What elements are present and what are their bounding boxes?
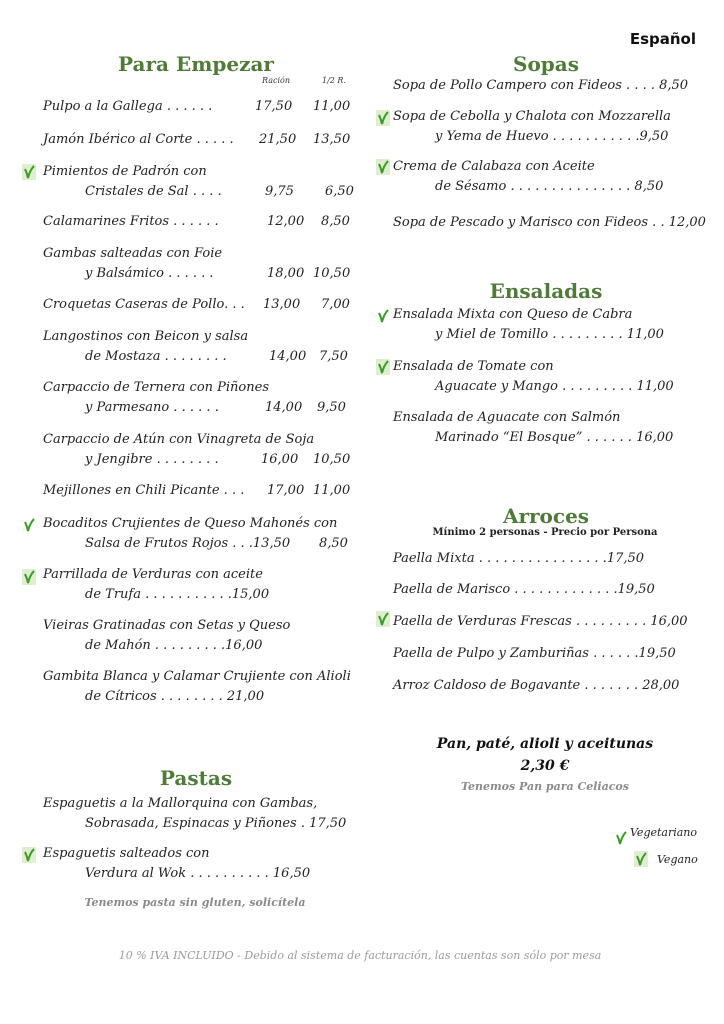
item-half-price: 11,00 <box>313 99 351 114</box>
pasta-gluten-note: Tenemos pasta sin gluten, solicítela <box>84 896 306 909</box>
item-name-line2: Salsa de Frutos Rojos . . .13,50 <box>85 536 291 551</box>
bread-price: 2,30 € <box>520 758 570 774</box>
menu-item <box>393 408 703 448</box>
item-name: Croquetas Caseras de Pollo. . . <box>43 297 245 312</box>
item-name-line2: de Sésamo . . . . . . . . . . . . . . . 8,50 <box>435 179 664 194</box>
item-half-price: 6,50 <box>325 184 354 199</box>
menu-item <box>393 213 706 233</box>
item-name: Espaguetis salteados con <box>43 846 210 861</box>
menu-item <box>393 644 703 664</box>
item-name: Espaguetis a la Mallorquina con Gambas, <box>43 796 318 811</box>
section-title-starters: Para Empezar <box>118 52 274 76</box>
item-price: 21,50 <box>259 132 297 147</box>
item-name: Ensalada de Tomate con <box>393 359 554 374</box>
item-name: Paella de Verduras Frescas . . . . . . . . . 16,00 <box>393 614 688 629</box>
item-half-price: 11,00 <box>313 483 351 498</box>
vegetarian-leaf-icon <box>22 164 36 180</box>
menu-item <box>393 76 703 96</box>
item-name: Crema de Calabaza con Aceite <box>393 159 595 174</box>
menu-item <box>43 794 353 834</box>
item-name-line2: Aguacate y Mango . . . . . . . . . 11,00 <box>435 379 674 394</box>
menu-item <box>43 130 353 150</box>
item-name: Ensalada Mixta con Queso de Cabra <box>393 307 633 322</box>
menu-item <box>43 212 353 232</box>
menu-item <box>393 357 703 397</box>
item-half-price: 7,00 <box>321 297 350 312</box>
menu-item <box>43 844 353 884</box>
item-half-price: 8,50 <box>321 214 350 229</box>
column-header-racion: Ración <box>262 76 290 85</box>
menu-item <box>43 514 353 554</box>
menu-item <box>393 107 703 147</box>
language-label: Español <box>629 30 696 48</box>
menu-item <box>43 97 353 117</box>
menu-item <box>43 244 353 284</box>
item-price: 16,00 <box>261 452 299 467</box>
item-price: 18,00 <box>267 266 305 281</box>
bread-item: Pan, paté, alioli y aceitunas <box>436 736 654 752</box>
section-title-soups: Sopas <box>513 52 579 76</box>
item-name: Sopa de Cebolla y Chalota con Mozzarella <box>393 109 671 124</box>
item-name-line2: de Mostaza . . . . . . . . <box>85 349 227 364</box>
menu-item <box>43 378 353 418</box>
item-name: Pulpo a la Gallega . . . . . . <box>43 99 213 114</box>
item-name: Gambita Blanca y Calamar Crujiente con Alioli <box>43 669 351 684</box>
menu-item <box>393 549 703 569</box>
item-name: Carpaccio de Ternera con Piñones <box>43 380 269 395</box>
item-name: Langostinos con Beicon y salsa <box>43 329 249 344</box>
vegetarian-leaf-icon <box>22 847 36 863</box>
menu-item <box>43 667 353 707</box>
item-name: Arroz Caldoso de Bogavante . . . . . . . 28,00 <box>393 678 680 693</box>
item-name: Gambas salteadas con Foie <box>43 246 223 261</box>
item-price: 14,00 <box>265 400 303 415</box>
column-header-half: 1/2 R. <box>322 76 346 85</box>
item-name-line2: y Jengibre . . . . . . . . <box>85 452 219 467</box>
item-name: Pimientos de Padrón con <box>43 164 207 179</box>
item-price: 12,00 <box>267 214 305 229</box>
vegan-leaf-icon <box>634 851 648 867</box>
menu-item <box>43 565 353 605</box>
vegetarian-leaf-icon <box>376 611 390 627</box>
item-name: Sopa de Pescado y Marisco con Fideos . . 12,00 <box>393 215 706 230</box>
item-name-line2: y Yema de Huevo . . . . . . . . . . .9,50 <box>435 129 669 144</box>
vegetarian-leaf-icon <box>376 359 390 375</box>
item-name: Mejillones en Chili Picante . . . <box>43 483 245 498</box>
menu-item <box>393 580 703 600</box>
section-title-rice: Arroces <box>502 504 590 528</box>
celiac-bread-note: Tenemos Pan para Celiacos <box>461 780 629 793</box>
item-name: Parrillada de Verduras con aceite <box>43 567 263 582</box>
item-name-line2: y Miel de Tomillo . . . . . . . . . 11,00 <box>435 327 664 342</box>
vegetarian-leaf-icon <box>376 110 390 126</box>
item-name-line2: y Balsámico . . . . . . <box>85 266 214 281</box>
item-name-line2: Marinado “El Bosque” . . . . . . 16,00 <box>435 430 674 445</box>
rice-subtitle: Mínimo 2 personas - Precio por Persona <box>432 527 658 538</box>
item-price: 17,50 <box>255 99 293 114</box>
item-name: Paella Mixta . . . . . . . . . . . . . . . .17,50 <box>393 551 645 566</box>
item-half-price: 10,50 <box>313 452 351 467</box>
item-half-price: 9,50 <box>317 400 346 415</box>
item-name-line2: de Mahón . . . . . . . . .16,00 <box>85 638 263 653</box>
item-name-line2: Sobrasada, Espinacas y Piñones . 17,50 <box>85 816 347 831</box>
item-name: Ensalada de Aguacate con Salmón <box>393 410 621 425</box>
item-price: 14,00 <box>269 349 307 364</box>
menu-item <box>43 162 353 202</box>
item-name-line2: Cristales de Sal . . . . <box>85 184 222 199</box>
item-name: Jamón Ibérico al Corte . . . . . <box>43 132 234 147</box>
vegetarian-leaf-icon <box>376 308 390 324</box>
vegetarian-leaf-icon <box>22 517 36 533</box>
menu-item <box>43 616 353 656</box>
item-name: Bocaditos Crujientes de Queso Mahonés con <box>43 516 338 531</box>
item-name: Calamarines Fritos . . . . . . <box>43 214 219 229</box>
item-name: Paella de Pulpo y Zamburiñas . . . . . .19,50 <box>393 646 676 661</box>
menu-item <box>393 157 703 197</box>
menu-item <box>43 327 353 367</box>
item-price: 17,00 <box>267 483 305 498</box>
vegetarian-leaf-icon <box>376 159 390 175</box>
item-half-price: 10,50 <box>313 266 351 281</box>
item-name: Sopa de Pollo Campero con Fideos . . . . 8,50 <box>393 78 689 93</box>
item-name-line2: y Parmesano . . . . . . <box>85 400 219 415</box>
legend-vegan: Vegano <box>657 853 698 866</box>
section-title-salads: Ensaladas <box>489 279 603 303</box>
item-half-price: 8,50 <box>319 536 348 551</box>
item-price: 9,75 <box>265 184 294 199</box>
menu-item <box>43 481 353 501</box>
item-name: Carpaccio de Atún con Vinagreta de Soja <box>43 432 315 447</box>
vegetarian-leaf-icon <box>22 569 36 585</box>
item-name-line2: Verdura al Wok . . . . . . . . . . 16,50 <box>85 866 311 881</box>
item-name-line2: de Cítricos . . . . . . . . 21,00 <box>85 689 265 704</box>
section-title-pastas: Pastas <box>159 766 233 790</box>
menu-item <box>393 676 703 696</box>
item-price: 13,00 <box>263 297 301 312</box>
menu-item <box>393 612 703 632</box>
item-half-price: 13,50 <box>313 132 351 147</box>
menu-item <box>43 295 353 315</box>
item-name: Vieiras Gratinadas con Setas y Queso <box>43 618 291 633</box>
menu-item <box>43 430 353 470</box>
vegetarian-leaf-icon <box>614 830 628 846</box>
legend-vegetarian: Vegetariano <box>630 826 698 839</box>
footer-note: 10 % IVA INCLUIDO - Debido al sistema de facturación, las cuentas son sólo por mesa <box>118 949 602 962</box>
menu-item <box>393 305 703 345</box>
item-half-price: 7,50 <box>319 349 348 364</box>
item-name-line2: de Trufa . . . . . . . . . . .15,00 <box>85 587 270 602</box>
item-name: Paella de Marisco . . . . . . . . . . . . .19,50 <box>393 582 655 597</box>
